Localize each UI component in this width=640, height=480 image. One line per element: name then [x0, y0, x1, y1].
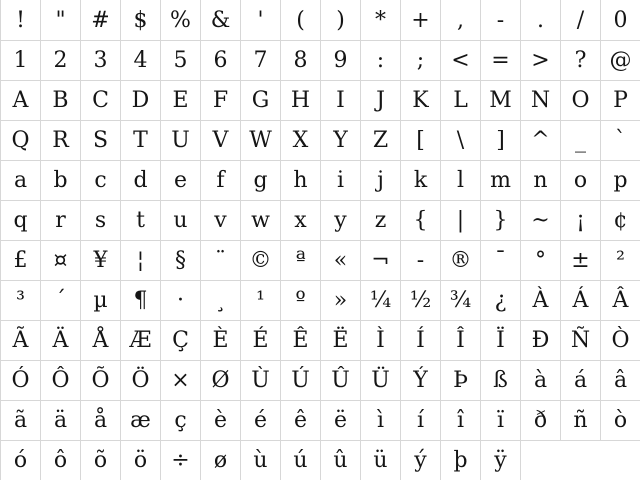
glyph-cell[interactable]: M — [480, 80, 520, 120]
glyph-cell[interactable]: 4 — [120, 40, 160, 80]
glyph-cell[interactable]: j — [360, 160, 400, 200]
glyph-cell[interactable]: 3 — [80, 40, 120, 80]
glyph-cell[interactable]: Ø — [200, 360, 240, 400]
glyph-cell[interactable]: ] — [480, 120, 520, 160]
glyph-cell[interactable]: § — [160, 240, 200, 280]
glyph-cell[interactable]: ¬ — [360, 240, 400, 280]
glyph-cell[interactable]: s — [80, 200, 120, 240]
glyph-cell[interactable]: ä — [40, 400, 80, 440]
glyph-cell[interactable]: ¨ — [200, 240, 240, 280]
glyph-cell[interactable]: ¤ — [40, 240, 80, 280]
glyph-cell[interactable]: É — [240, 320, 280, 360]
glyph-cell[interactable]: ¸ — [200, 280, 240, 320]
glyph-cell[interactable]: X — [280, 120, 320, 160]
glyph-cell[interactable]: ² — [600, 240, 640, 280]
glyph-cell[interactable]: À — [520, 280, 560, 320]
glyph-cell[interactable]: V — [200, 120, 240, 160]
glyph-cell[interactable]: # — [80, 0, 120, 40]
glyph-cell[interactable]: Î — [440, 320, 480, 360]
glyph-cell[interactable]: Ô — [40, 360, 80, 400]
glyph-cell[interactable]: ¿ — [480, 280, 520, 320]
glyph-cell[interactable]: T — [120, 120, 160, 160]
glyph-cell[interactable]: ¥ — [80, 240, 120, 280]
glyph-cell[interactable]: Ï — [480, 320, 520, 360]
glyph-cell[interactable]: ð — [520, 400, 560, 440]
glyph-cell[interactable]: ¶ — [120, 280, 160, 320]
glyph-cell[interactable]: é — [240, 400, 280, 440]
glyph-cell[interactable]: Õ — [80, 360, 120, 400]
glyph-cell[interactable]: 8 — [280, 40, 320, 80]
glyph-cell[interactable]: < — [440, 40, 480, 80]
glyph-cell[interactable]: ¯ — [480, 240, 520, 280]
glyph-cell[interactable]: ? — [560, 40, 600, 80]
glyph-cell[interactable]: ÷ — [160, 440, 200, 480]
glyph-cell[interactable]: Z — [360, 120, 400, 160]
glyph-cell[interactable]: % — [160, 0, 200, 40]
glyph-cell[interactable]: È — [200, 320, 240, 360]
glyph-cell[interactable]: Ç — [160, 320, 200, 360]
glyph-cell[interactable]: Ë — [320, 320, 360, 360]
glyph-cell[interactable]: " — [40, 0, 80, 40]
glyph-cell[interactable]: _ — [560, 120, 600, 160]
glyph-cell[interactable]: à — [520, 360, 560, 400]
glyph-cell[interactable]: x — [280, 200, 320, 240]
glyph-cell[interactable]: ` — [600, 120, 640, 160]
glyph-cell[interactable]: Ù — [240, 360, 280, 400]
glyph-cell[interactable]: h — [280, 160, 320, 200]
glyph-cell[interactable]: A — [0, 80, 40, 120]
glyph-cell[interactable]: g — [240, 160, 280, 200]
glyph-cell[interactable]: Ö — [120, 360, 160, 400]
glyph-cell[interactable]: ^ — [520, 120, 560, 160]
glyph-cell[interactable]: E — [160, 80, 200, 120]
glyph-cell[interactable]: U — [160, 120, 200, 160]
glyph-cell[interactable]: n — [520, 160, 560, 200]
glyph-cell[interactable]: ¹ — [240, 280, 280, 320]
glyph-cell[interactable]: è — [200, 400, 240, 440]
glyph-cell[interactable]: ë — [320, 400, 360, 440]
glyph-cell[interactable]: © — [240, 240, 280, 280]
glyph-cell[interactable]: 0 — [600, 0, 640, 40]
glyph-cell[interactable]: Ê — [280, 320, 320, 360]
empty-cell — [560, 440, 600, 480]
glyph-cell[interactable]: » — [320, 280, 360, 320]
glyph-cell[interactable]: z — [360, 200, 400, 240]
glyph-cell[interactable]: - — [400, 240, 440, 280]
glyph-cell[interactable]: ´ — [40, 280, 80, 320]
glyph-cell[interactable]: W — [240, 120, 280, 160]
glyph-cell[interactable]: ° — [520, 240, 560, 280]
glyph-cell[interactable]: Û — [320, 360, 360, 400]
glyph-cell[interactable]: ( — [280, 0, 320, 40]
glyph-cell[interactable]: µ — [80, 280, 120, 320]
glyph-cell[interactable]: Ñ — [560, 320, 600, 360]
glyph-cell[interactable]: e — [160, 160, 200, 200]
glyph-cell[interactable]: ® — [440, 240, 480, 280]
glyph-cell[interactable]: 9 — [320, 40, 360, 80]
empty-cell — [600, 440, 640, 480]
glyph-cell[interactable]: d — [120, 160, 160, 200]
glyph-cell[interactable]: t — [120, 200, 160, 240]
glyph-cell[interactable]: 5 — [160, 40, 200, 80]
glyph-cell[interactable]: c — [80, 160, 120, 200]
glyph-cell[interactable]: | — [440, 200, 480, 240]
glyph-cell[interactable]: þ — [440, 440, 480, 480]
glyph-cell[interactable]: r — [40, 200, 80, 240]
glyph-cell[interactable]: Ã — [0, 320, 40, 360]
glyph-cell[interactable]: Þ — [440, 360, 480, 400]
glyph-cell[interactable]: @ — [600, 40, 640, 80]
glyph-cell[interactable]: ì — [360, 400, 400, 440]
glyph-cell[interactable]: ç — [160, 400, 200, 440]
glyph-cell[interactable]: k — [400, 160, 440, 200]
glyph-cell[interactable]: Y — [320, 120, 360, 160]
glyph-cell[interactable]: Æ — [120, 320, 160, 360]
glyph-cell[interactable]: Ä — [40, 320, 80, 360]
glyph-cell[interactable]: ~ — [520, 200, 560, 240]
glyph-cell[interactable]: B — [40, 80, 80, 120]
glyph-cell[interactable]: ñ — [560, 400, 600, 440]
glyph-cell[interactable]: Ú — [280, 360, 320, 400]
glyph-cell[interactable]: Ó — [0, 360, 40, 400]
glyph-cell[interactable]: / — [560, 0, 600, 40]
glyph-cell[interactable]: + — [400, 0, 440, 40]
glyph-cell[interactable]: C — [80, 80, 120, 120]
glyph-cell[interactable]: G — [240, 80, 280, 120]
glyph-cell[interactable]: õ — [80, 440, 120, 480]
glyph-cell[interactable]: [ — [400, 120, 440, 160]
glyph-cell[interactable]: \ — [440, 120, 480, 160]
glyph-cell[interactable]: Ì — [360, 320, 400, 360]
glyph-cell[interactable]: ø — [200, 440, 240, 480]
glyph-cell[interactable]: ã — [0, 400, 40, 440]
glyph-cell[interactable]: Ý — [400, 360, 440, 400]
glyph-cell[interactable]: p — [600, 160, 640, 200]
glyph-cell[interactable]: m — [480, 160, 520, 200]
glyph-cell[interactable]: ± — [560, 240, 600, 280]
glyph-cell[interactable]: ï — [480, 400, 520, 440]
glyph-cell[interactable]: N — [520, 80, 560, 120]
empty-cell — [520, 440, 560, 480]
glyph-cell[interactable]: Á — [560, 280, 600, 320]
glyph-cell[interactable]: î — [440, 400, 480, 440]
glyph-cell[interactable]: . — [520, 0, 560, 40]
glyph-cell[interactable]: ¡ — [560, 200, 600, 240]
glyph-cell[interactable]: ¦ — [120, 240, 160, 280]
glyph-cell[interactable]: ú — [280, 440, 320, 480]
glyph-cell[interactable]: F — [200, 80, 240, 120]
glyph-cell[interactable]: K — [400, 80, 440, 120]
glyph-cell[interactable]: ý — [400, 440, 440, 480]
glyph-cell[interactable]: ó — [0, 440, 40, 480]
glyph-cell[interactable]: ³ — [0, 280, 40, 320]
glyph-cell[interactable]: 6 — [200, 40, 240, 80]
glyph-cell[interactable]: û — [320, 440, 360, 480]
glyph-cell[interactable]: D — [120, 80, 160, 120]
glyph-cell[interactable]: ß — [480, 360, 520, 400]
glyph-cell[interactable]: w — [240, 200, 280, 240]
glyph-cell[interactable]: Í — [400, 320, 440, 360]
glyph-cell[interactable]: l — [440, 160, 480, 200]
glyph-cell[interactable]: Ò — [600, 320, 640, 360]
glyph-cell[interactable]: } — [480, 200, 520, 240]
glyph-cell[interactable]: I — [320, 80, 360, 120]
glyph-cell[interactable]: ü — [360, 440, 400, 480]
glyph-cell[interactable]: o — [560, 160, 600, 200]
glyph-cell[interactable]: ÿ — [480, 440, 520, 480]
glyph-cell[interactable]: ' — [240, 0, 280, 40]
glyph-cell[interactable]: Å — [80, 320, 120, 360]
glyph-cell[interactable]: & — [200, 0, 240, 40]
glyph-cell[interactable]: ¢ — [600, 200, 640, 240]
glyph-cell[interactable]: â — [600, 360, 640, 400]
glyph-cell[interactable]: º — [280, 280, 320, 320]
glyph-cell[interactable]: ! — [0, 0, 40, 40]
glyph-cell[interactable]: L — [440, 80, 480, 120]
glyph-cell[interactable]: ò — [600, 400, 640, 440]
glyph-cell[interactable]: ) — [320, 0, 360, 40]
glyph-cell[interactable]: R — [40, 120, 80, 160]
glyph-cell[interactable]: ¾ — [440, 280, 480, 320]
glyph-cell[interactable]: a — [0, 160, 40, 200]
glyph-cell[interactable]: H — [280, 80, 320, 120]
glyph-cell[interactable]: J — [360, 80, 400, 120]
glyph-cell[interactable]: $ — [120, 0, 160, 40]
glyph-cell[interactable]: ; — [400, 40, 440, 80]
glyph-cell[interactable]: P — [600, 80, 640, 120]
glyph-cell[interactable]: , — [440, 0, 480, 40]
glyph-cell[interactable]: 2 — [40, 40, 80, 80]
glyph-cell[interactable]: × — [160, 360, 200, 400]
glyph-cell[interactable]: ¼ — [360, 280, 400, 320]
glyph-cell[interactable]: : — [360, 40, 400, 80]
glyph-cell[interactable]: 7 — [240, 40, 280, 80]
glyph-cell[interactable]: O — [560, 80, 600, 120]
glyph-cell[interactable]: £ — [0, 240, 40, 280]
glyph-cell[interactable]: í — [400, 400, 440, 440]
glyph-cell[interactable]: Ü — [360, 360, 400, 400]
glyph-cell[interactable]: q — [0, 200, 40, 240]
glyph-cell[interactable]: æ — [120, 400, 160, 440]
glyph-cell[interactable]: ½ — [400, 280, 440, 320]
glyph-cell[interactable]: Q — [0, 120, 40, 160]
glyph-cell[interactable]: * — [360, 0, 400, 40]
glyph-cell[interactable]: > — [520, 40, 560, 80]
glyph-cell[interactable]: y — [320, 200, 360, 240]
glyph-cell[interactable]: Ð — [520, 320, 560, 360]
glyph-cell[interactable]: ö — [120, 440, 160, 480]
glyph-cell[interactable]: ê — [280, 400, 320, 440]
glyph-cell[interactable]: ª — [280, 240, 320, 280]
glyph-cell[interactable]: = — [480, 40, 520, 80]
glyph-cell[interactable]: S — [80, 120, 120, 160]
glyph-cell[interactable]: - — [480, 0, 520, 40]
glyph-cell[interactable]: b — [40, 160, 80, 200]
glyph-cell[interactable]: « — [320, 240, 360, 280]
glyph-cell[interactable]: Â — [600, 280, 640, 320]
glyph-cell[interactable]: á — [560, 360, 600, 400]
glyph-cell[interactable]: f — [200, 160, 240, 200]
glyph-cell[interactable]: å — [80, 400, 120, 440]
glyph-cell[interactable]: · — [160, 280, 200, 320]
glyph-cell[interactable]: ô — [40, 440, 80, 480]
glyph-cell[interactable]: 1 — [0, 40, 40, 80]
glyph-cell[interactable]: ù — [240, 440, 280, 480]
glyph-cell[interactable]: i — [320, 160, 360, 200]
glyph-cell[interactable]: { — [400, 200, 440, 240]
glyph-cell[interactable]: v — [200, 200, 240, 240]
glyph-cell[interactable]: u — [160, 200, 200, 240]
